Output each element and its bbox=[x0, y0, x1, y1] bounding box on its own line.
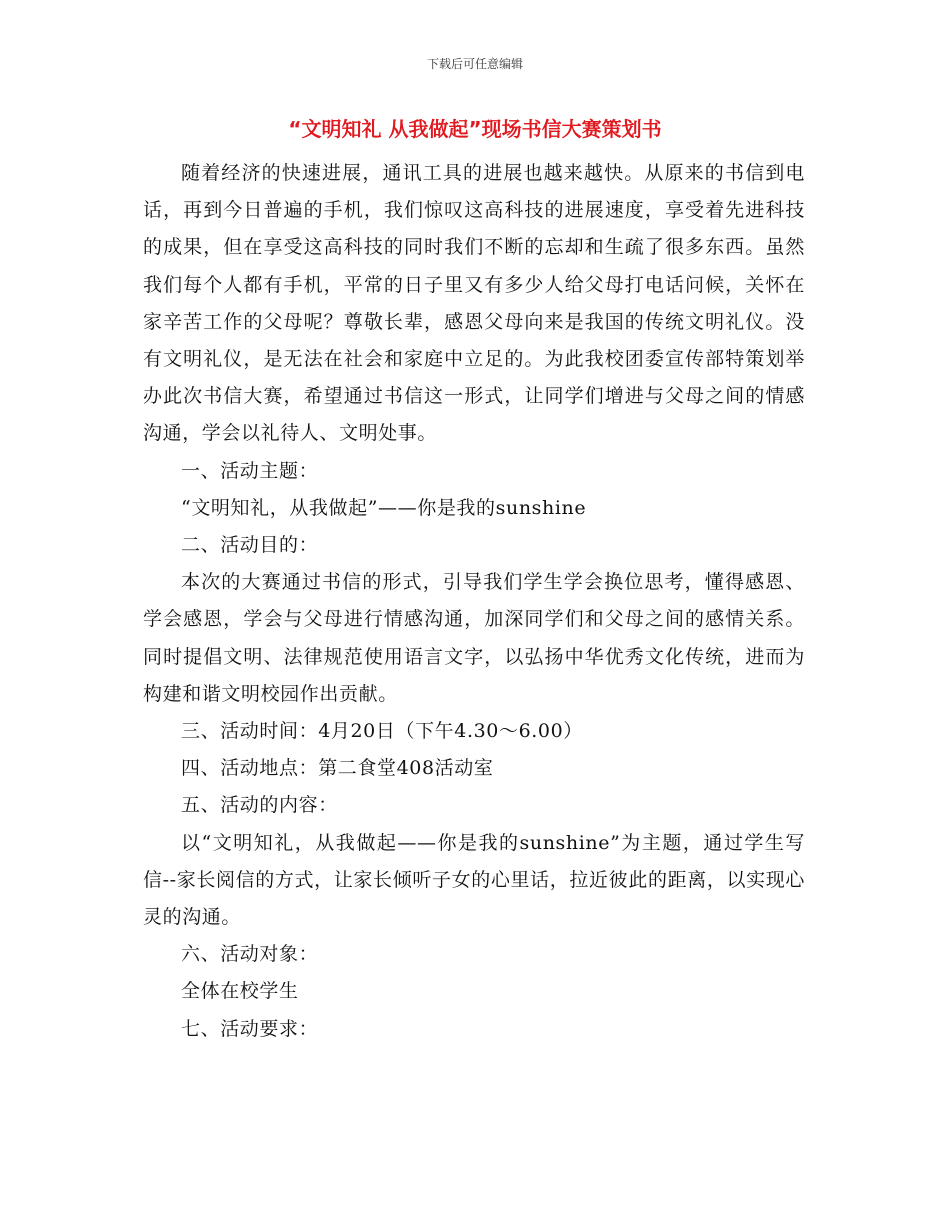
content-heading: 五、活动的内容： bbox=[181, 794, 338, 817]
header-note: 下载后可任意编辑 bbox=[426, 57, 523, 71]
target-text: 全体在校学生 bbox=[181, 980, 299, 1003]
location-line: 四、活动地点：第二食堂408活动室 bbox=[181, 757, 494, 780]
intro-paragraph: 随着经济的快速进展，通讯工具的进展也越来越快。从原来的书信到电话，再到今日普遍的手机，我们惊叹这高科技的进展速度，享受着先进科技的成果，但在享受这高科技的同时我们不断的忘却和生疏了很多东西。虽然我们每个人都有手机，平常的日子里又有多少人给父母打电话问候，关怀在家辛苦工作的父母呢？尊敬长辈，感恩父母向来是我国的传统文明礼仪。没有文明礼仪，是无法在社会和家庭中立足的。为此我校团委宣传部特策划举办此次书信大赛，希望通过书信这一形式，让同学们增进与父母之间的情感沟通，学会以礼待人、文明处事。 bbox=[143, 162, 805, 445]
document-body bbox=[143, 155, 805, 1048]
purpose-heading: 二、活动目的： bbox=[181, 534, 319, 557]
time-line: 三、活动时间：4月20日（下午4.30～6.00） bbox=[181, 720, 583, 743]
content-paragraph: 以“文明知礼，从我做起——你是我的sunshine”为主题，通过学生写信--家长阅信的方式，让家长倾听子女的心里话，拉近彼此的距离，以实现心灵的沟通。 bbox=[143, 831, 805, 929]
document-title: “文明知礼 从我做起”现场书信大赛策划书 bbox=[288, 117, 662, 141]
theme-text: “文明知礼，从我做起”——你是我的sunshine bbox=[181, 496, 587, 519]
theme-heading: 一、活动主题： bbox=[181, 459, 319, 482]
target-heading: 六、活动对象： bbox=[181, 943, 319, 966]
requirements-heading: 七、活动要求： bbox=[181, 1017, 319, 1040]
purpose-paragraph: 本次的大赛通过书信的形式，引导我们学生学会换位思考，懂得感恩、学会感恩，学会与父母进行情感沟通，加深同学们和父母之间的感情关系。同时提倡文明、法律规范使用语言文字，以弘扬中华优秀文化传统，进而为构建和谐文明校园作出贡献。 bbox=[143, 571, 805, 705]
